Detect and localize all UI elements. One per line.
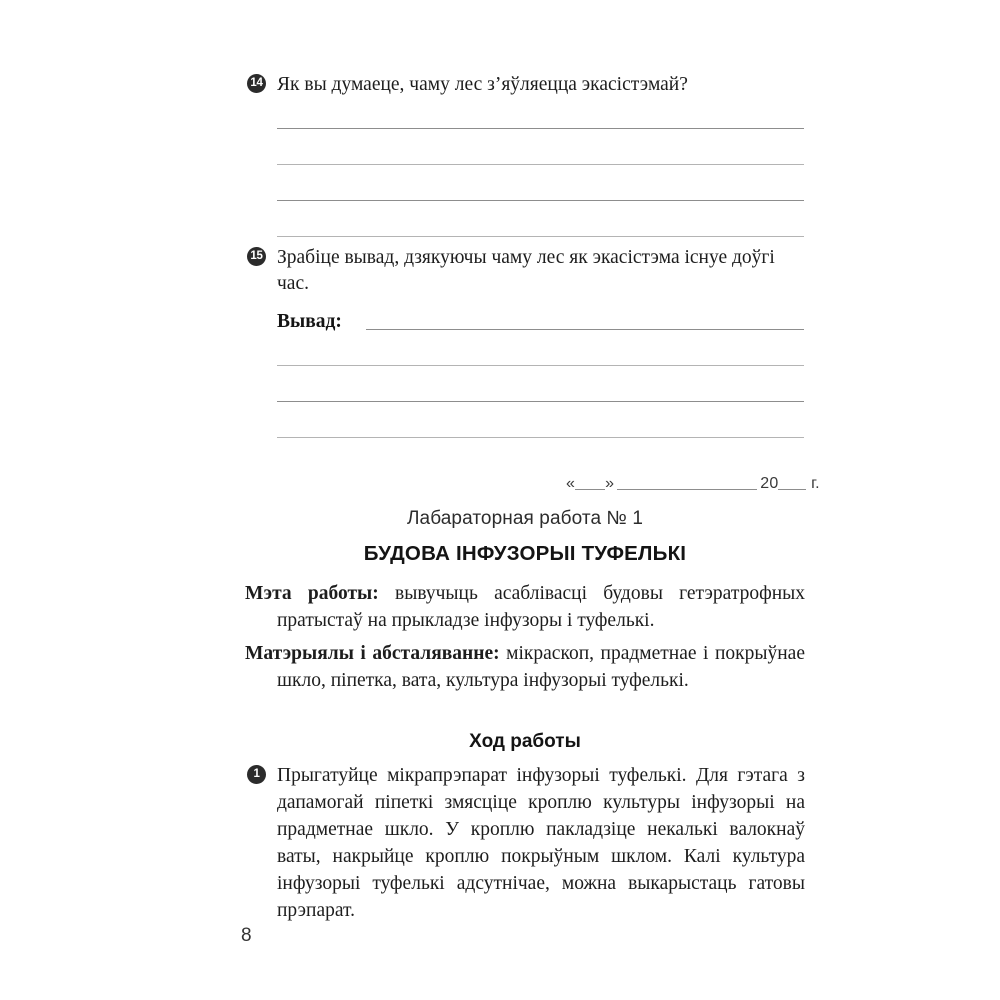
date-line[interactable] bbox=[566, 475, 820, 493]
answer-line-q15-4[interactable] bbox=[277, 437, 804, 438]
procedure-heading: Ход работы bbox=[469, 731, 581, 752]
date-day-blank[interactable] bbox=[575, 489, 605, 490]
procedure-step-1-text: Прыгатуйце мікрапрэпарат інфузорыі туфелькі. Для гэтага з дапамогай піпеткі змясціце кроплю культуры інфузорыі на прадметнае шкло. У кроплю пакладзіце некалькі валокнаў ваты, накрыйце кроплю покрыўным шклом. Калі культура інфузорыі туфелькі адсутнічае, можна выкарыстаць гатовы прэпарат. bbox=[277, 765, 805, 921]
lab-aim-label: Мэта работы: bbox=[245, 583, 379, 604]
question-14-marker bbox=[247, 74, 269, 93]
lab-materials-label: Матэрыялы і абсталяванне: bbox=[245, 643, 500, 664]
procedure-step-1-marker bbox=[247, 765, 269, 784]
question-14 bbox=[245, 72, 805, 98]
date-close-quote: » bbox=[605, 475, 615, 492]
circled-number-icon: 14 bbox=[247, 74, 266, 93]
lab-aim-text: вывучыць асаблівасці будовы гетэратрофных пратыстаў на прыкладзе інфузоры і туфелькі. bbox=[277, 583, 806, 631]
question-15-marker bbox=[247, 247, 269, 266]
lab-work-title: БУДОВА ІНФУЗОРЫІ ТУФЕЛЬКІ bbox=[363, 542, 687, 565]
procedure-step-1 bbox=[245, 762, 805, 924]
page-number: 8 bbox=[241, 925, 252, 946]
date-year-prefix: 20 bbox=[760, 475, 779, 492]
lab-work-kicker: Лабараторная работа № 1 bbox=[406, 508, 644, 529]
lab-aim-paragraph bbox=[245, 580, 805, 634]
question-14-text: Як вы думаеце, чаму лес з’яўляецца экасістэмай? bbox=[277, 74, 688, 95]
answer-line-q14-2[interactable] bbox=[277, 164, 804, 165]
lab-materials-text: мікраскоп, прадметнае і покрыўнае шкло, піпетка, вата, культура інфузорыі туфелькі. bbox=[277, 643, 805, 691]
answer-line-q14-1[interactable] bbox=[277, 128, 804, 129]
question-15 bbox=[245, 245, 805, 297]
question-15-text: Зрабіце вывад, дзякуючы чаму лес як экасістэма існуе доўгі час. bbox=[277, 247, 775, 294]
answer-line-q14-4[interactable] bbox=[277, 236, 804, 237]
answer-line-q15-2[interactable] bbox=[277, 365, 804, 366]
answer-line-conclusion[interactable] bbox=[366, 329, 804, 330]
date-year-blank[interactable] bbox=[778, 489, 806, 490]
conclusion-label: Вывад: bbox=[277, 311, 342, 332]
answer-line-q15-3[interactable] bbox=[277, 401, 804, 402]
date-open-quote: « bbox=[566, 475, 576, 492]
date-year-suffix: г. bbox=[811, 475, 820, 492]
lab-materials-paragraph bbox=[245, 640, 805, 694]
circled-number-icon: 1 bbox=[247, 765, 266, 784]
date-month-blank[interactable] bbox=[617, 489, 757, 490]
circled-number-icon: 15 bbox=[247, 247, 266, 266]
answer-line-q14-3[interactable] bbox=[277, 200, 804, 201]
